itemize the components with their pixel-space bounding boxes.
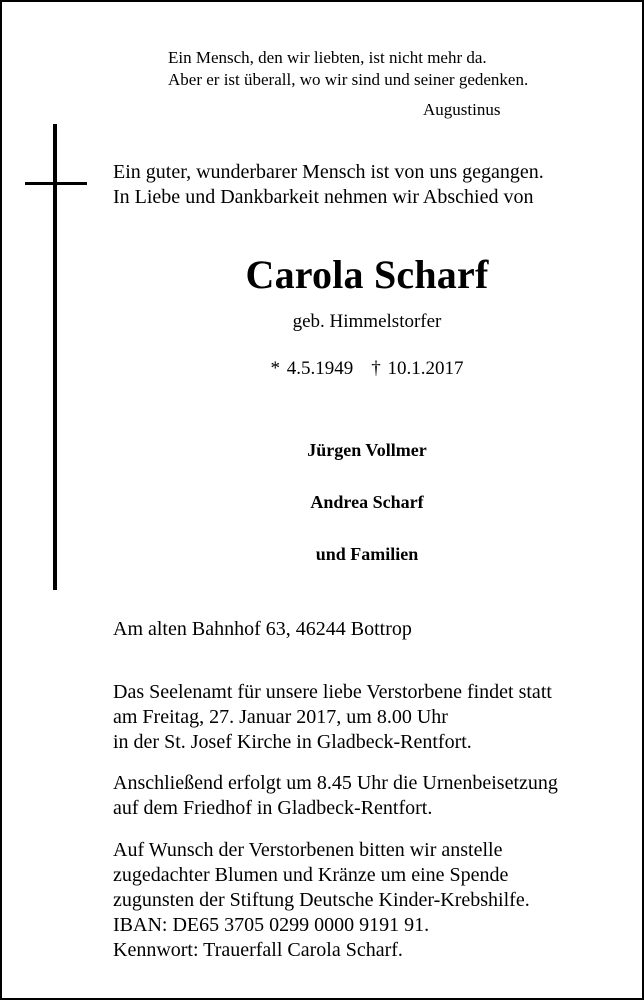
burial-paragraph xyxy=(113,771,558,821)
quote xyxy=(168,47,528,91)
paragraph-line: am Freitag, 27. Januar 2017, um 8.00 Uhr xyxy=(113,706,448,728)
paragraph-line: zugunsten der Stiftung Deutsche Kinder-Krebshilfe. xyxy=(113,889,530,911)
iban-line: IBAN: DE65 3705 0299 0000 9191 91. xyxy=(113,914,430,936)
family-address: Am alten Bahnhof 63, 46244 Bottrop xyxy=(113,618,412,640)
funeral-service-paragraph xyxy=(113,680,552,755)
paragraph-line: in der St. Josef Kirche in Gladbeck-Rentfort. xyxy=(113,731,472,753)
mourner-name: Andrea Scharf xyxy=(310,492,424,512)
paragraph-line: auf dem Friedhof in Gladbeck-Rentfort. xyxy=(113,797,433,819)
paragraph-line: Auf Wunsch der Verstorbenen bitten wir anstelle xyxy=(113,839,503,861)
intro-line: In Liebe und Dankbarkeit nehmen wir Abschied von xyxy=(113,186,534,208)
donation-paragraph xyxy=(113,838,530,963)
quote-author: Augustinus xyxy=(423,100,501,119)
intro-line: Ein guter, wunderbarer Mensch ist von uns gegangen. xyxy=(113,161,544,183)
paragraph-line: zugedachter Blumen und Kränze um eine Spende xyxy=(113,864,509,886)
mourner-name: Jürgen Vollmer xyxy=(307,440,427,460)
birth-date: * 4.5.1949 xyxy=(270,358,354,379)
maiden-name: geb. Himmelstorfer xyxy=(292,311,442,332)
quote-line: Ein Mensch, den wir liebten, ist nicht mehr da. xyxy=(168,48,487,67)
quote-line: Aber er ist überall, wo wir sind und seiner gedenken. xyxy=(168,70,529,89)
deceased-name: Carola Scharf xyxy=(245,252,489,297)
cross-horizontal-bar xyxy=(25,182,87,185)
paragraph-line: Anschließend erfolgt um 8.45 Uhr die Urnenbeisetzung xyxy=(113,772,558,794)
life-dates xyxy=(112,357,622,381)
keyword-line: Kennwort: Trauerfall Carola Scharf. xyxy=(113,939,403,961)
paragraph-line: Das Seelenamt für unsere liebe Verstorbene findet statt xyxy=(113,681,552,703)
death-date: † 10.1.2017 xyxy=(371,358,464,379)
mourner-name: und Familien xyxy=(315,544,419,564)
intro-text xyxy=(113,160,544,210)
cross-vertical-bar xyxy=(53,124,57,590)
